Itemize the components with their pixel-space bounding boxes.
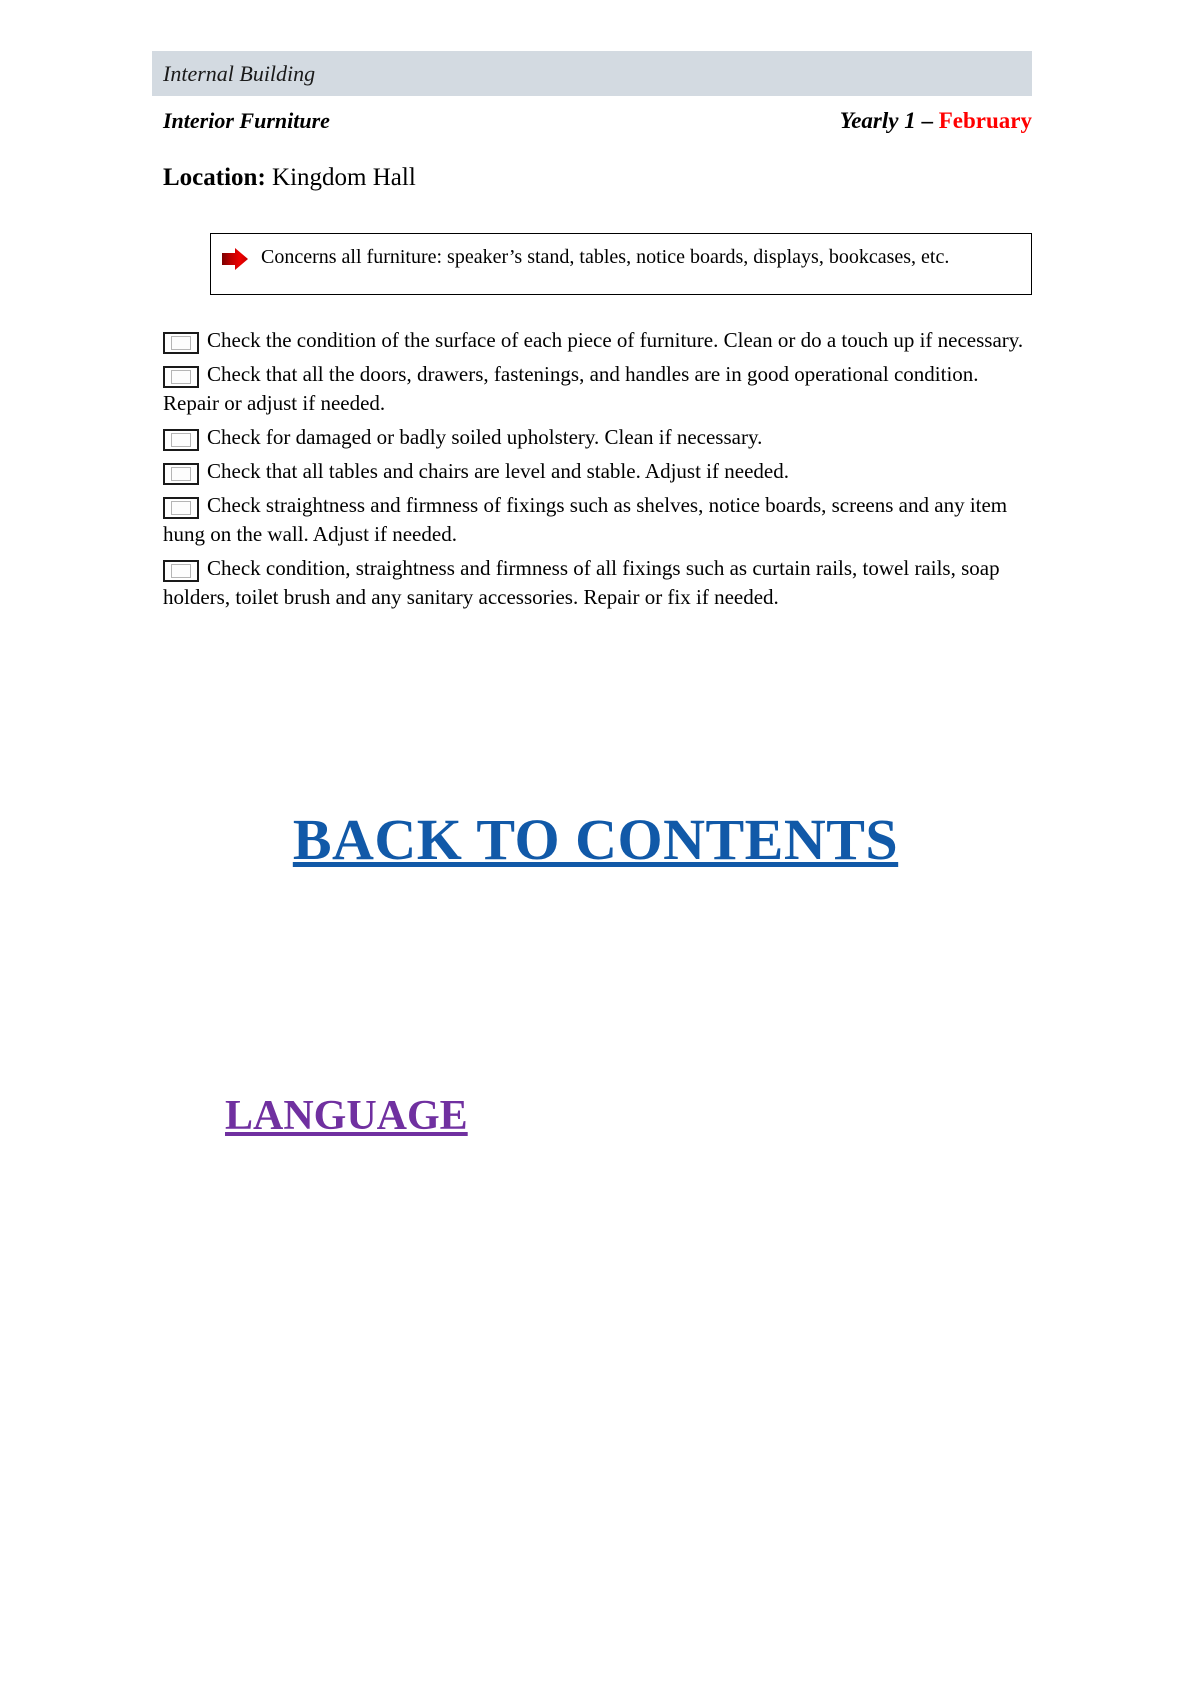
checklist-item[interactable]: [163, 360, 1032, 418]
checklist-item-label: Check that all tables and chairs are level and stable. Adjust if needed.: [207, 459, 789, 483]
language-link-container: [225, 1092, 468, 1140]
checklist: [163, 326, 1032, 617]
checklist-item-label: Check straightness and firmness of fixings such as shelves, notice boards, screens and any item hung on the wall. Adjust if needed.: [163, 493, 1008, 546]
schedule-month: February: [938, 108, 1032, 133]
callout-text: Concerns all furniture: speaker’s stand, tables, notice boards, displays, bookcases, etc.: [261, 246, 950, 268]
language-link[interactable]: LANGUAGE: [225, 1093, 468, 1139]
checklist-item-label: Check the condition of the surface of each piece of furniture. Clean or do a touch up if necessary.: [207, 328, 1024, 352]
checklist-item[interactable]: [163, 326, 1032, 355]
checkbox-icon[interactable]: [163, 366, 199, 388]
checkbox-icon[interactable]: [163, 463, 199, 485]
checklist-item[interactable]: [163, 491, 1032, 549]
schedule-period: Yearly 1: [839, 108, 922, 133]
callout-box: [210, 233, 1032, 295]
checklist-item-label: Check that all the doors, drawers, fastenings, and handles are in good operational condition. Repair or adjust if needed.: [163, 362, 979, 415]
location-line: [163, 164, 416, 192]
checkbox-icon[interactable]: [163, 429, 199, 451]
checkbox-icon[interactable]: [163, 332, 199, 354]
schedule-dash: –: [921, 108, 939, 133]
checkbox-icon[interactable]: [163, 497, 199, 519]
location-value: Kingdom Hall: [265, 164, 416, 191]
checklist-item-label: Check condition, straightness and firmness of all fixings such as curtain rails, towel rails, soap holders, toilet brush and any sanitary accessories. Repair or fix if needed.: [163, 556, 1000, 609]
schedule-label: [840, 108, 1032, 134]
checklist-item-label: Check for damaged or badly soiled upholstery. Clean if necessary.: [207, 425, 763, 449]
section-title: Interior Furniture: [163, 108, 330, 133]
checklist-item[interactable]: [163, 423, 1032, 452]
checklist-item[interactable]: [163, 554, 1032, 612]
header-band-title: Internal Building: [163, 60, 316, 86]
location-label: Location:: [163, 164, 266, 191]
checkbox-icon[interactable]: [163, 560, 199, 582]
subheader-row: [163, 108, 1032, 142]
back-to-contents-container: [0, 806, 1191, 873]
back-to-contents-link[interactable]: BACK TO CONTENTS: [292, 807, 899, 872]
red-right-arrow-icon: [222, 248, 248, 270]
header-band: [152, 51, 1032, 96]
checklist-item[interactable]: [163, 457, 1032, 486]
